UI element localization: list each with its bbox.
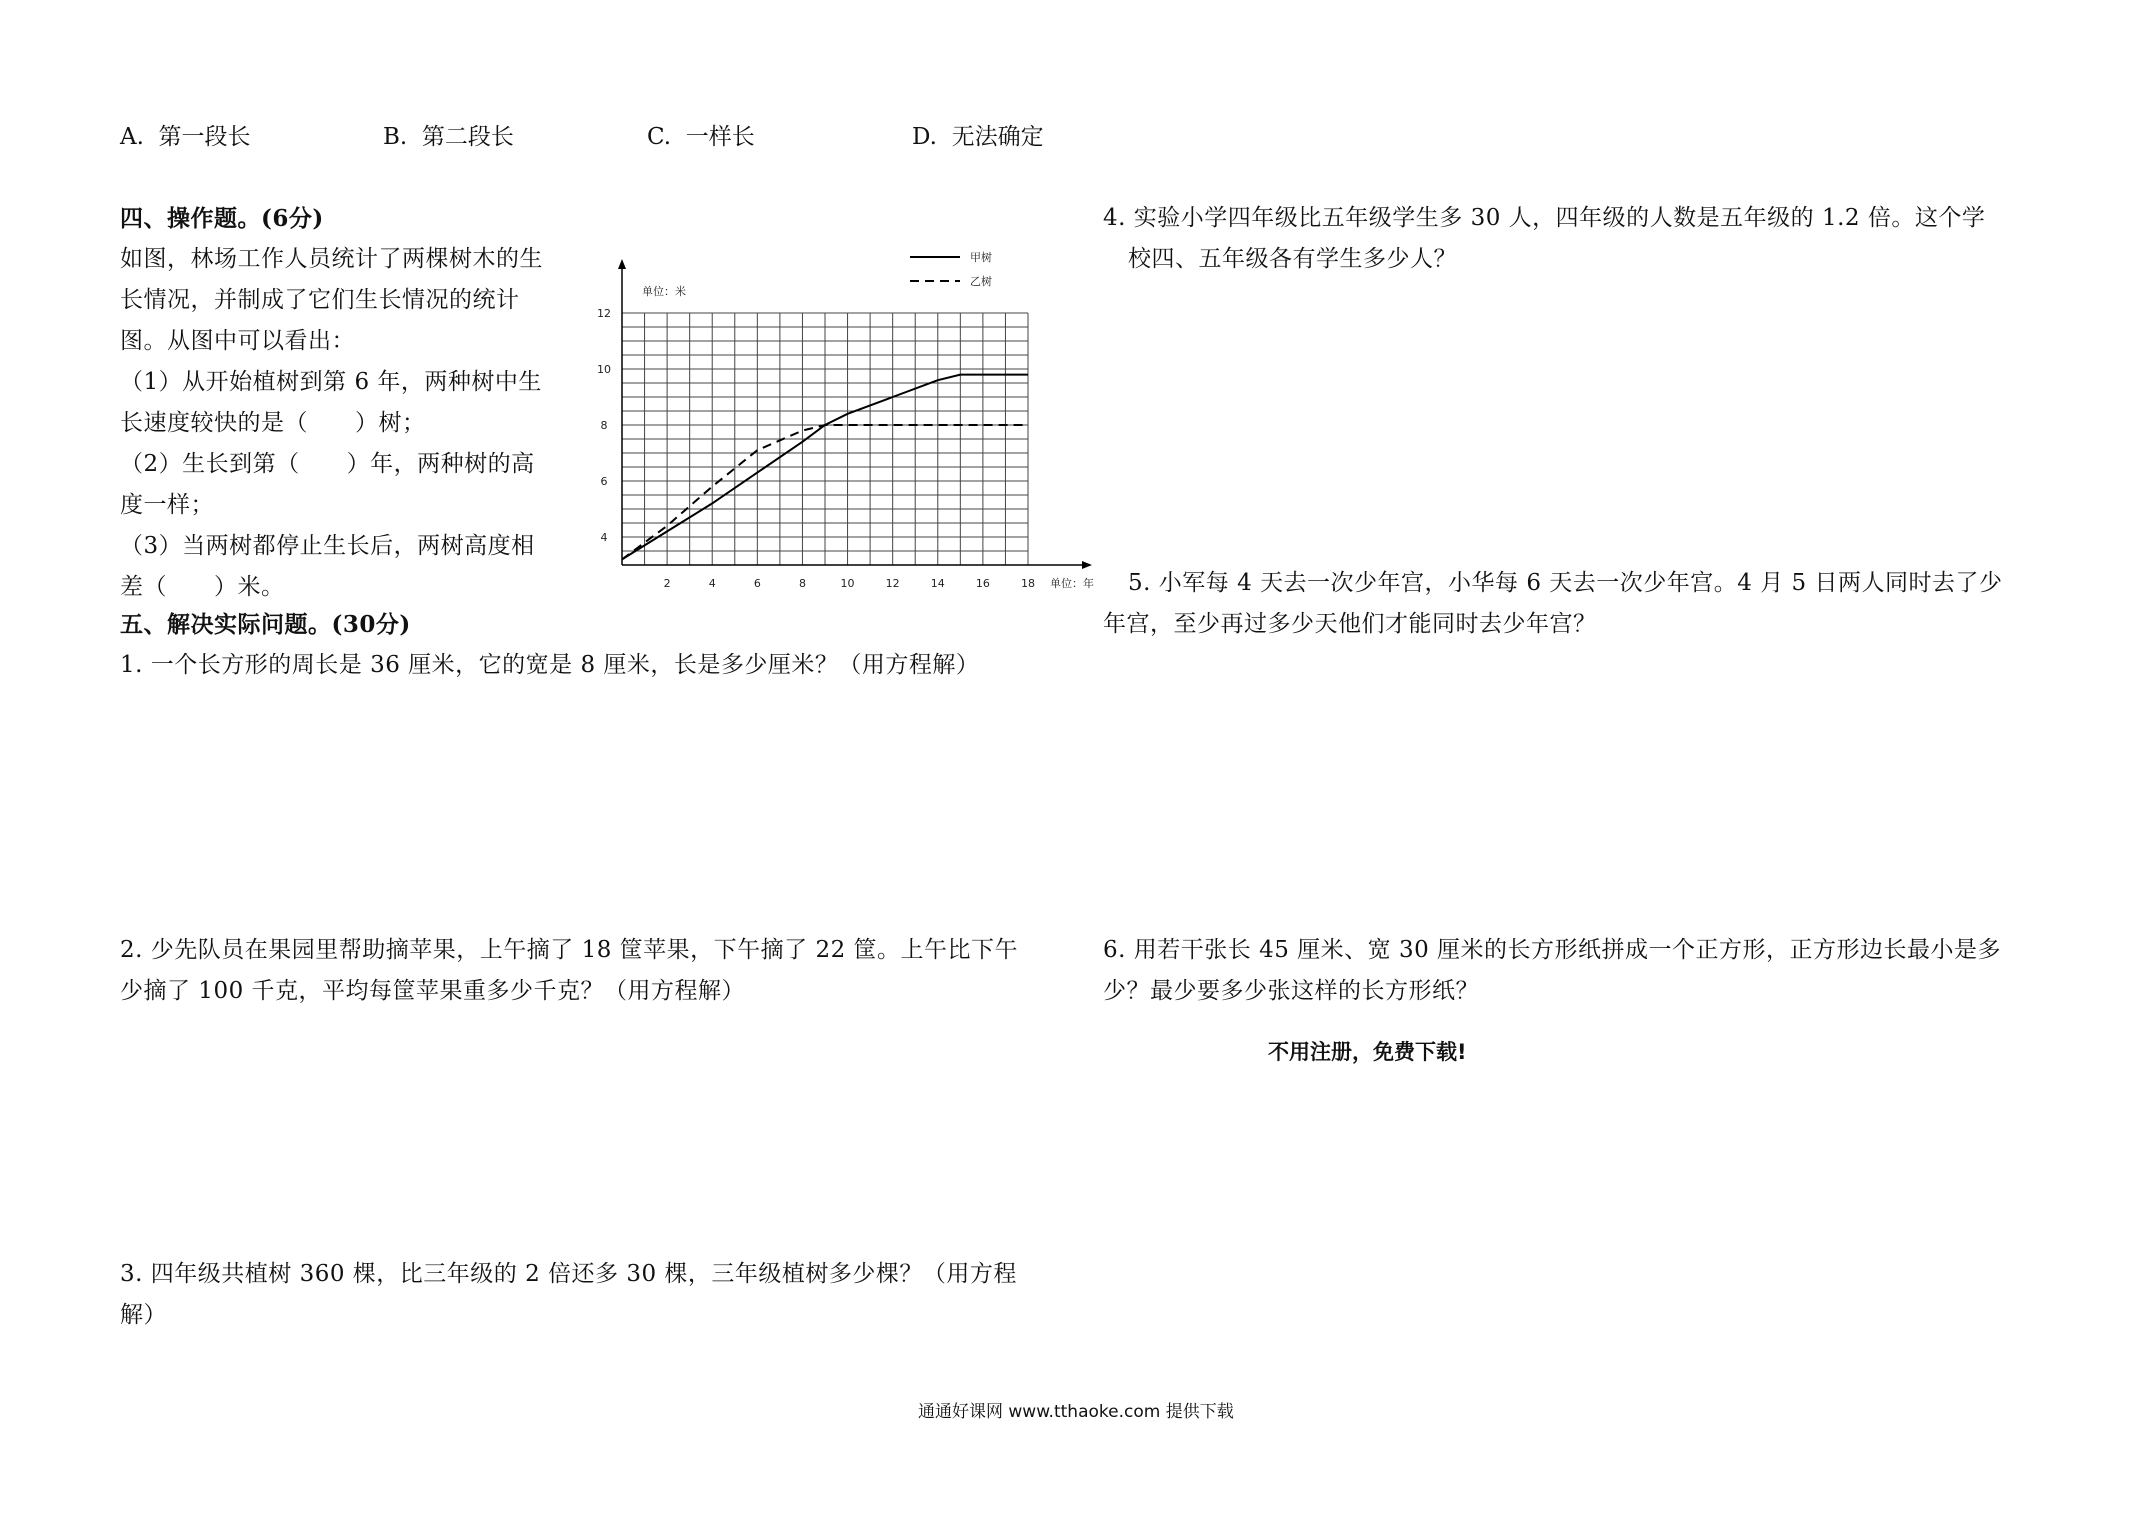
x-axis-unit-label: 单位：年 xyxy=(1050,577,1094,590)
x-tick-label: 6 xyxy=(753,577,761,590)
choice-letter: C. xyxy=(647,124,672,150)
page-footer: 通通好课网 www.tthaoke.com 提供下载 xyxy=(918,1402,1234,1422)
choice-text: 第一段长 xyxy=(158,124,251,150)
chart-ticks xyxy=(597,284,1094,590)
x-tick-label: 4 xyxy=(708,577,716,590)
choice-letter: A. xyxy=(120,124,144,150)
problem-5 xyxy=(1103,563,2002,645)
choice-text: 一样长 xyxy=(685,124,755,150)
problem-4-line: 校四、五年级各有学生多少人？ xyxy=(1128,246,1457,272)
problem-1 xyxy=(120,645,979,686)
y-tick-label: 10 xyxy=(597,363,611,376)
y-tick-label: 12 xyxy=(597,307,611,320)
question-1-line: （1）从开始植树到第 6 年，两种树中生 xyxy=(120,369,542,395)
y-axis-unit-label: 单位：米 xyxy=(642,285,686,298)
choice-letter: B. xyxy=(383,124,408,150)
legend-label: 甲树 xyxy=(970,251,992,264)
x-tick-label: 14 xyxy=(930,577,945,590)
section-4-body xyxy=(120,239,543,608)
problem-1-line: 1. 一个长方形的周长是 36 厘米，它的宽是 8 厘米，长是多少厘米？（用方程解） xyxy=(120,652,980,678)
y-tick-label: 8 xyxy=(600,419,608,432)
problem-3-line: 解） xyxy=(120,1302,167,1328)
problem-3 xyxy=(120,1254,1017,1336)
x-tick-label: 12 xyxy=(885,577,900,590)
problem-6 xyxy=(1103,930,2001,1012)
choice-b xyxy=(383,118,514,151)
y-tick-label: 6 xyxy=(600,475,608,488)
chart-grid xyxy=(622,313,1028,565)
problem-5-line: 年宫，至少再过多少天他们才能同时去少年宫？ xyxy=(1103,611,1597,637)
choice-a xyxy=(120,118,251,151)
intro-line: 长情况，并制成了它们生长情况的统计 xyxy=(120,287,520,313)
problem-5-line: 5. 小军每 4 天去一次少年宫，小华每 6 天去一次少年宫。4 月 5 日两人同时去了少 xyxy=(1128,570,2003,596)
x-tick-label: 18 xyxy=(1021,577,1035,590)
problem-2-line: 少摘了 100 千克，平均每筐苹果重多少千克？（用方程解） xyxy=(120,978,746,1004)
problem-3-line: 3. 四年级共植树 360 棵，比三年级的 2 倍还多 30 棵，三年级植树多少棵？（用方程 xyxy=(120,1261,1017,1287)
question-3-line: 差（ ）米。 xyxy=(120,574,285,600)
legend-label: 乙树 xyxy=(970,275,992,288)
chart-legend xyxy=(910,250,992,288)
x-tick-label: 2 xyxy=(663,577,671,590)
section-5-heading: 五、解决实际问题。(30分) xyxy=(120,611,411,638)
intro-line: 图。从图中可以看出： xyxy=(120,328,355,354)
intro-line: 如图，林场工作人员统计了两棵树木的生 xyxy=(120,246,543,272)
question-3-line: （3）当两树都停止生长后，两树高度相 xyxy=(120,533,535,559)
problem-2-line: 2. 少先队员在果园里帮助摘苹果，上午摘了 18 筐苹果，下午摘了 22 筐。上午比下午 xyxy=(120,937,1019,963)
tree-growth-chart xyxy=(580,245,1120,615)
x-tick-label: 10 xyxy=(840,577,855,590)
section-4-heading: 四、操作题。(6分) xyxy=(120,205,324,232)
choice-text: 无法确定 xyxy=(951,124,1044,150)
choice-letter: D. xyxy=(912,124,937,150)
problem-6-line: 少？最少要多少张这样的长方形纸？ xyxy=(1103,978,1479,1004)
choice-c xyxy=(647,118,755,151)
problem-2 xyxy=(120,930,1018,1012)
problem-6-line: 6. 用若干张长 45 厘米、宽 30 厘米的长方形纸拼成一个正方形，正方形边长最小是多 xyxy=(1103,937,2002,963)
choice-d xyxy=(912,118,1044,151)
problem-4 xyxy=(1103,198,1985,280)
question-2-line: 度一样； xyxy=(120,492,214,518)
y-axis-arrow xyxy=(618,259,626,269)
promo-text: 不用注册，免费下载! xyxy=(1268,1040,1467,1064)
x-tick-label: 8 xyxy=(798,577,806,590)
x-axis-arrow xyxy=(1082,561,1092,569)
y-tick-label: 4 xyxy=(600,531,608,544)
choice-text: 第二段长 xyxy=(421,124,514,150)
question-1-line: 长速度较快的是（ ）树； xyxy=(120,410,426,436)
question-2-line: （2）生长到第（ ）年，两种树的高 xyxy=(120,451,535,477)
x-tick-label: 16 xyxy=(975,577,990,590)
problem-4-line: 4. 实验小学四年级比五年级学生多 30 人，四年级的人数是五年级的 1.2 倍。这个学 xyxy=(1103,205,1986,231)
